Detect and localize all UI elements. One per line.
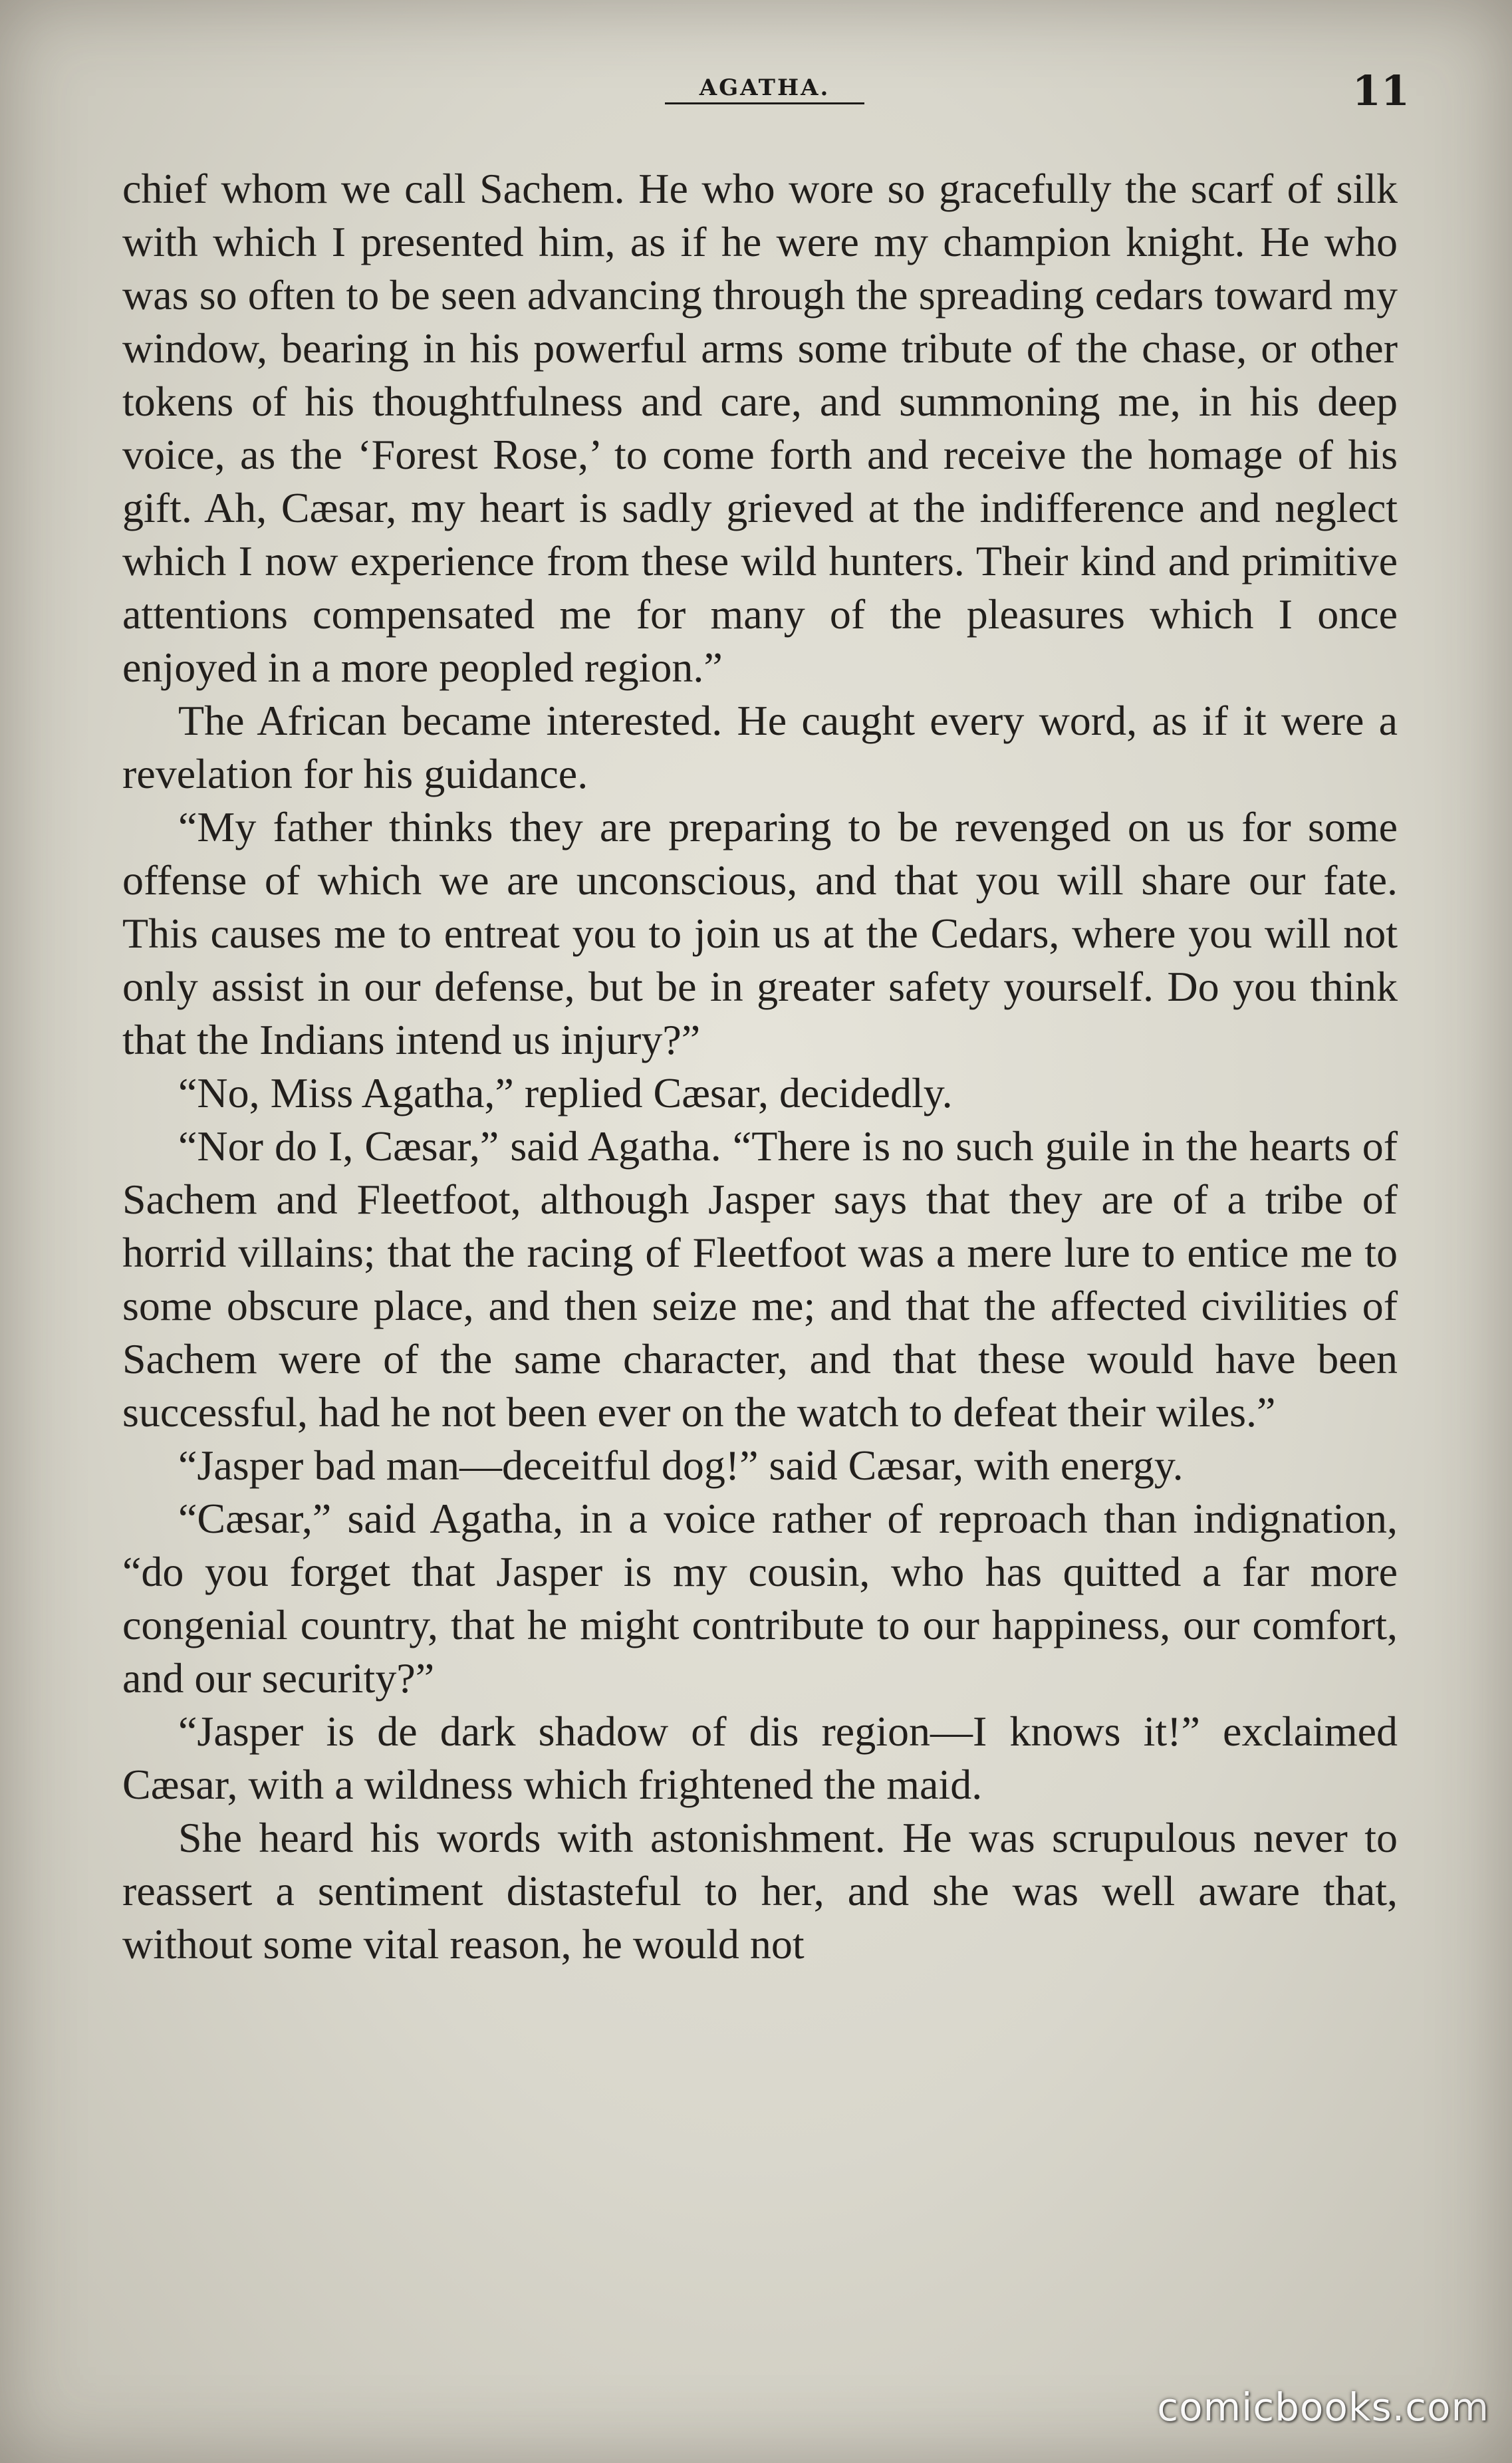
paragraph: “Jasper bad man—deceitful dog!” said Cæsar, with energy. <box>178 1442 1184 1489</box>
paragraph: The African became interested. He caught every word, as if it were a revelation for his guidance. <box>122 697 1398 797</box>
watermark: comicbooks.com <box>1157 2385 1489 2430</box>
page-number: 11 <box>1352 66 1410 115</box>
running-title: AGATHA. <box>665 74 864 104</box>
paragraph: chief whom we call Sachem. He who wore so gracefully the scarf of silk with which I presented him, as if he were my champion knight. He who was so often to be seen advancing through the spreading cedars toward my window, bearing in his powerful arms some tribute of the chase, or other tokens of his thoughtfulness and care, and summoning me, in his deep voice, as the ‘Forest Rose,’ to come forth and receive the homage of his gift. Ah, Cæsar, my heart is sadly grieved at the indifference and neglect which I now experience from these wild hunters. Their kind and primitive attentions compensated me for many of the pleasures which I once enjoyed in a more peopled region.” <box>122 165 1398 691</box>
paragraph: “Jasper is de dark shadow of dis region—I knows it!” exclaimed Cæsar, with a wildness which frightened the maid. <box>122 1708 1398 1808</box>
paragraph: “My father thinks they are preparing to be revenged on us for some offense of which we are unconscious, and that you will share our fate. This causes me to entreat you to join us at the Cedars, where you will not only assist in our defense, but be in greater safety yourself. Do you think that the Indians intend us injury?” <box>122 803 1398 1063</box>
paragraph: “Nor do I, Cæsar,” said Agatha. “There is no such guile in the hearts of Sachem and Fleetfoot, although Jasper says that they are of a tribe of horrid villains; that the racing of Fleetfoot was a mere lure to entice me to some obscure place, and then seize me; and that the affected civilities of Sachem were of the same character, and that these would have been successful, had he not been ever on the watch to defeat their wiles.” <box>122 1122 1398 1436</box>
paragraph: “Cæsar,” said Agatha, in a voice rather of reproach than indignation, “do you forget that Jasper is my cousin, who has quitted a far more congenial country, that he might contribute to our happiness, our comfort, and our security?” <box>122 1495 1398 1702</box>
running-head <box>0 66 1512 128</box>
paragraph: “No, Miss Agatha,” replied Cæsar, decidedly. <box>178 1069 953 1116</box>
body-text <box>122 162 1398 1971</box>
paragraph: She heard his words with astonishment. He was scrupulous never to reassert a sentiment distasteful to her, and she was well aware that, without some vital reason, he would not <box>122 1814 1398 1968</box>
